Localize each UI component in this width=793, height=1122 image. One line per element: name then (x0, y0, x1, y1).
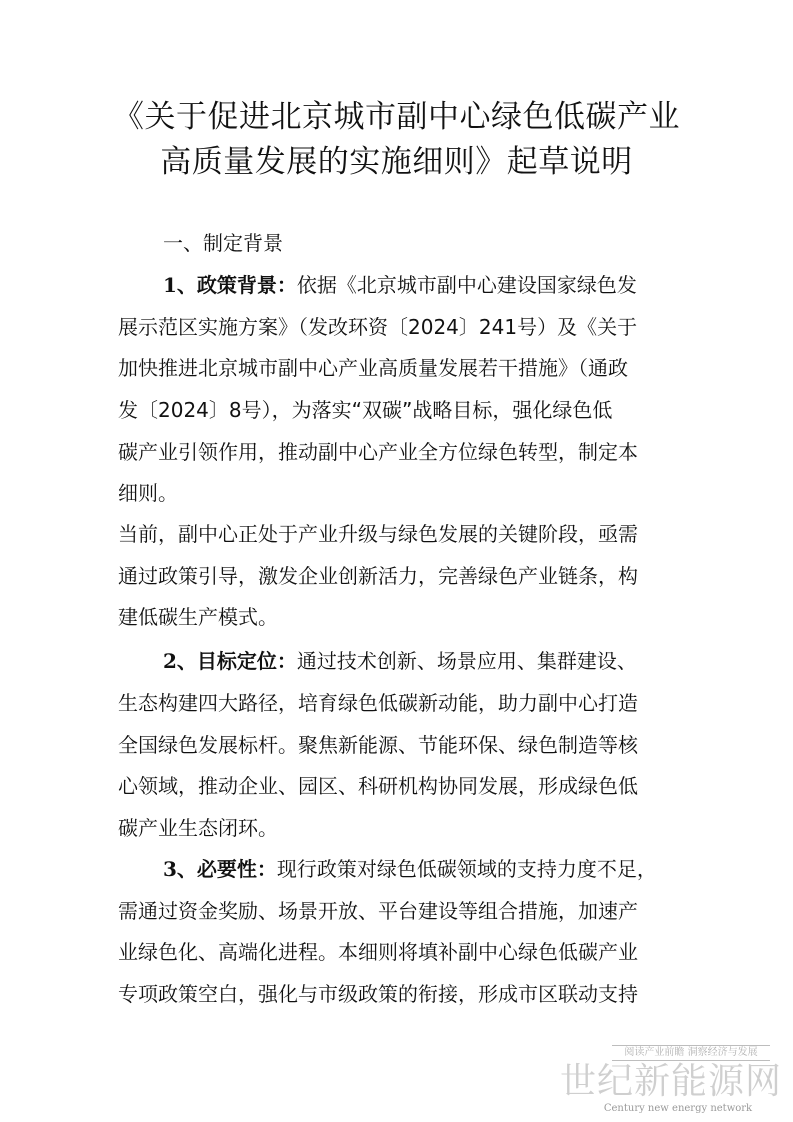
paragraph-text: 通过技术创新、场景应用、集群建设、 (296, 649, 637, 673)
watermark-english: Century new energy network (603, 1103, 753, 1114)
paragraph-line: 当前，副中心正处于产业升级与绿色发展的关键阶段，亟需 (118, 522, 638, 546)
paragraph-line: 专项政策空白，强化与市级政策的衔接，形成市区联动支持 (118, 982, 638, 1006)
paragraph-label: 1、政策背景： (163, 273, 297, 297)
document-title-line-1: 《关于促进北京城市副中心绿色低碳产业 (113, 99, 680, 135)
paragraph-line: 展示范区实施方案》（发改环资〔2024〕241号）及《关于 (118, 315, 638, 339)
paragraph-line: 生态构建四大路径，培育绿色低碳新动能，助力副中心打造 (118, 691, 638, 715)
paragraph-line: 加快推进北京城市副中心产业高质量发展若干措施》（通政 (118, 356, 628, 380)
paragraph-line: 发〔2024〕8号），为落实“双碳”战略目标，强化绿色低 (118, 398, 613, 422)
paragraph-line: 心领域，推动企业、园区、科研机构协同发展，形成绿色低 (118, 774, 638, 798)
paragraph-line: 业绿色化、高端化进程。本细则将填补副中心绿色低碳产业 (118, 940, 638, 964)
paragraph-line (163, 649, 637, 673)
paragraph-line: 全国绿色发展标杆。聚焦新能源、节能环保、绿色制造等核 (118, 733, 638, 757)
paragraph-line: 细则。 (118, 481, 178, 505)
section-heading: 一、制定背景 (163, 231, 283, 255)
paragraph-line: 需通过资金奖励、场景开放、平台建设等组合措施，加速产 (118, 899, 638, 923)
paragraph-label: 3、必要性： (163, 857, 277, 881)
watermark-logo-text: 世纪新能源网 (560, 1061, 783, 1102)
paragraph-line: 通过政策引导，激发企业创新活力，完善绿色产业链条，构 (118, 564, 638, 588)
paragraph-line: 碳产业引领作用，推动副中心产业全方位绿色转型，制定本 (118, 440, 638, 464)
paragraph-line: 碳产业生态闭环。 (118, 816, 278, 840)
watermark-tagline: 阅读产业前瞻 洞察经济与发展 (612, 1045, 770, 1061)
paragraph-text: 依据《北京城市副中心建设国家绿色发 (296, 273, 637, 297)
paragraph-line (163, 857, 657, 881)
paragraph-text: 现行政策对绿色低碳领域的支持力度不足， (276, 857, 657, 881)
paragraph-line (163, 273, 637, 297)
document-title-line-2: 高质量发展的实施细则》起草说明 (160, 144, 633, 180)
paragraph-line: 建低碳生产模式。 (118, 605, 278, 629)
paragraph-label: 2、目标定位： (163, 649, 297, 673)
